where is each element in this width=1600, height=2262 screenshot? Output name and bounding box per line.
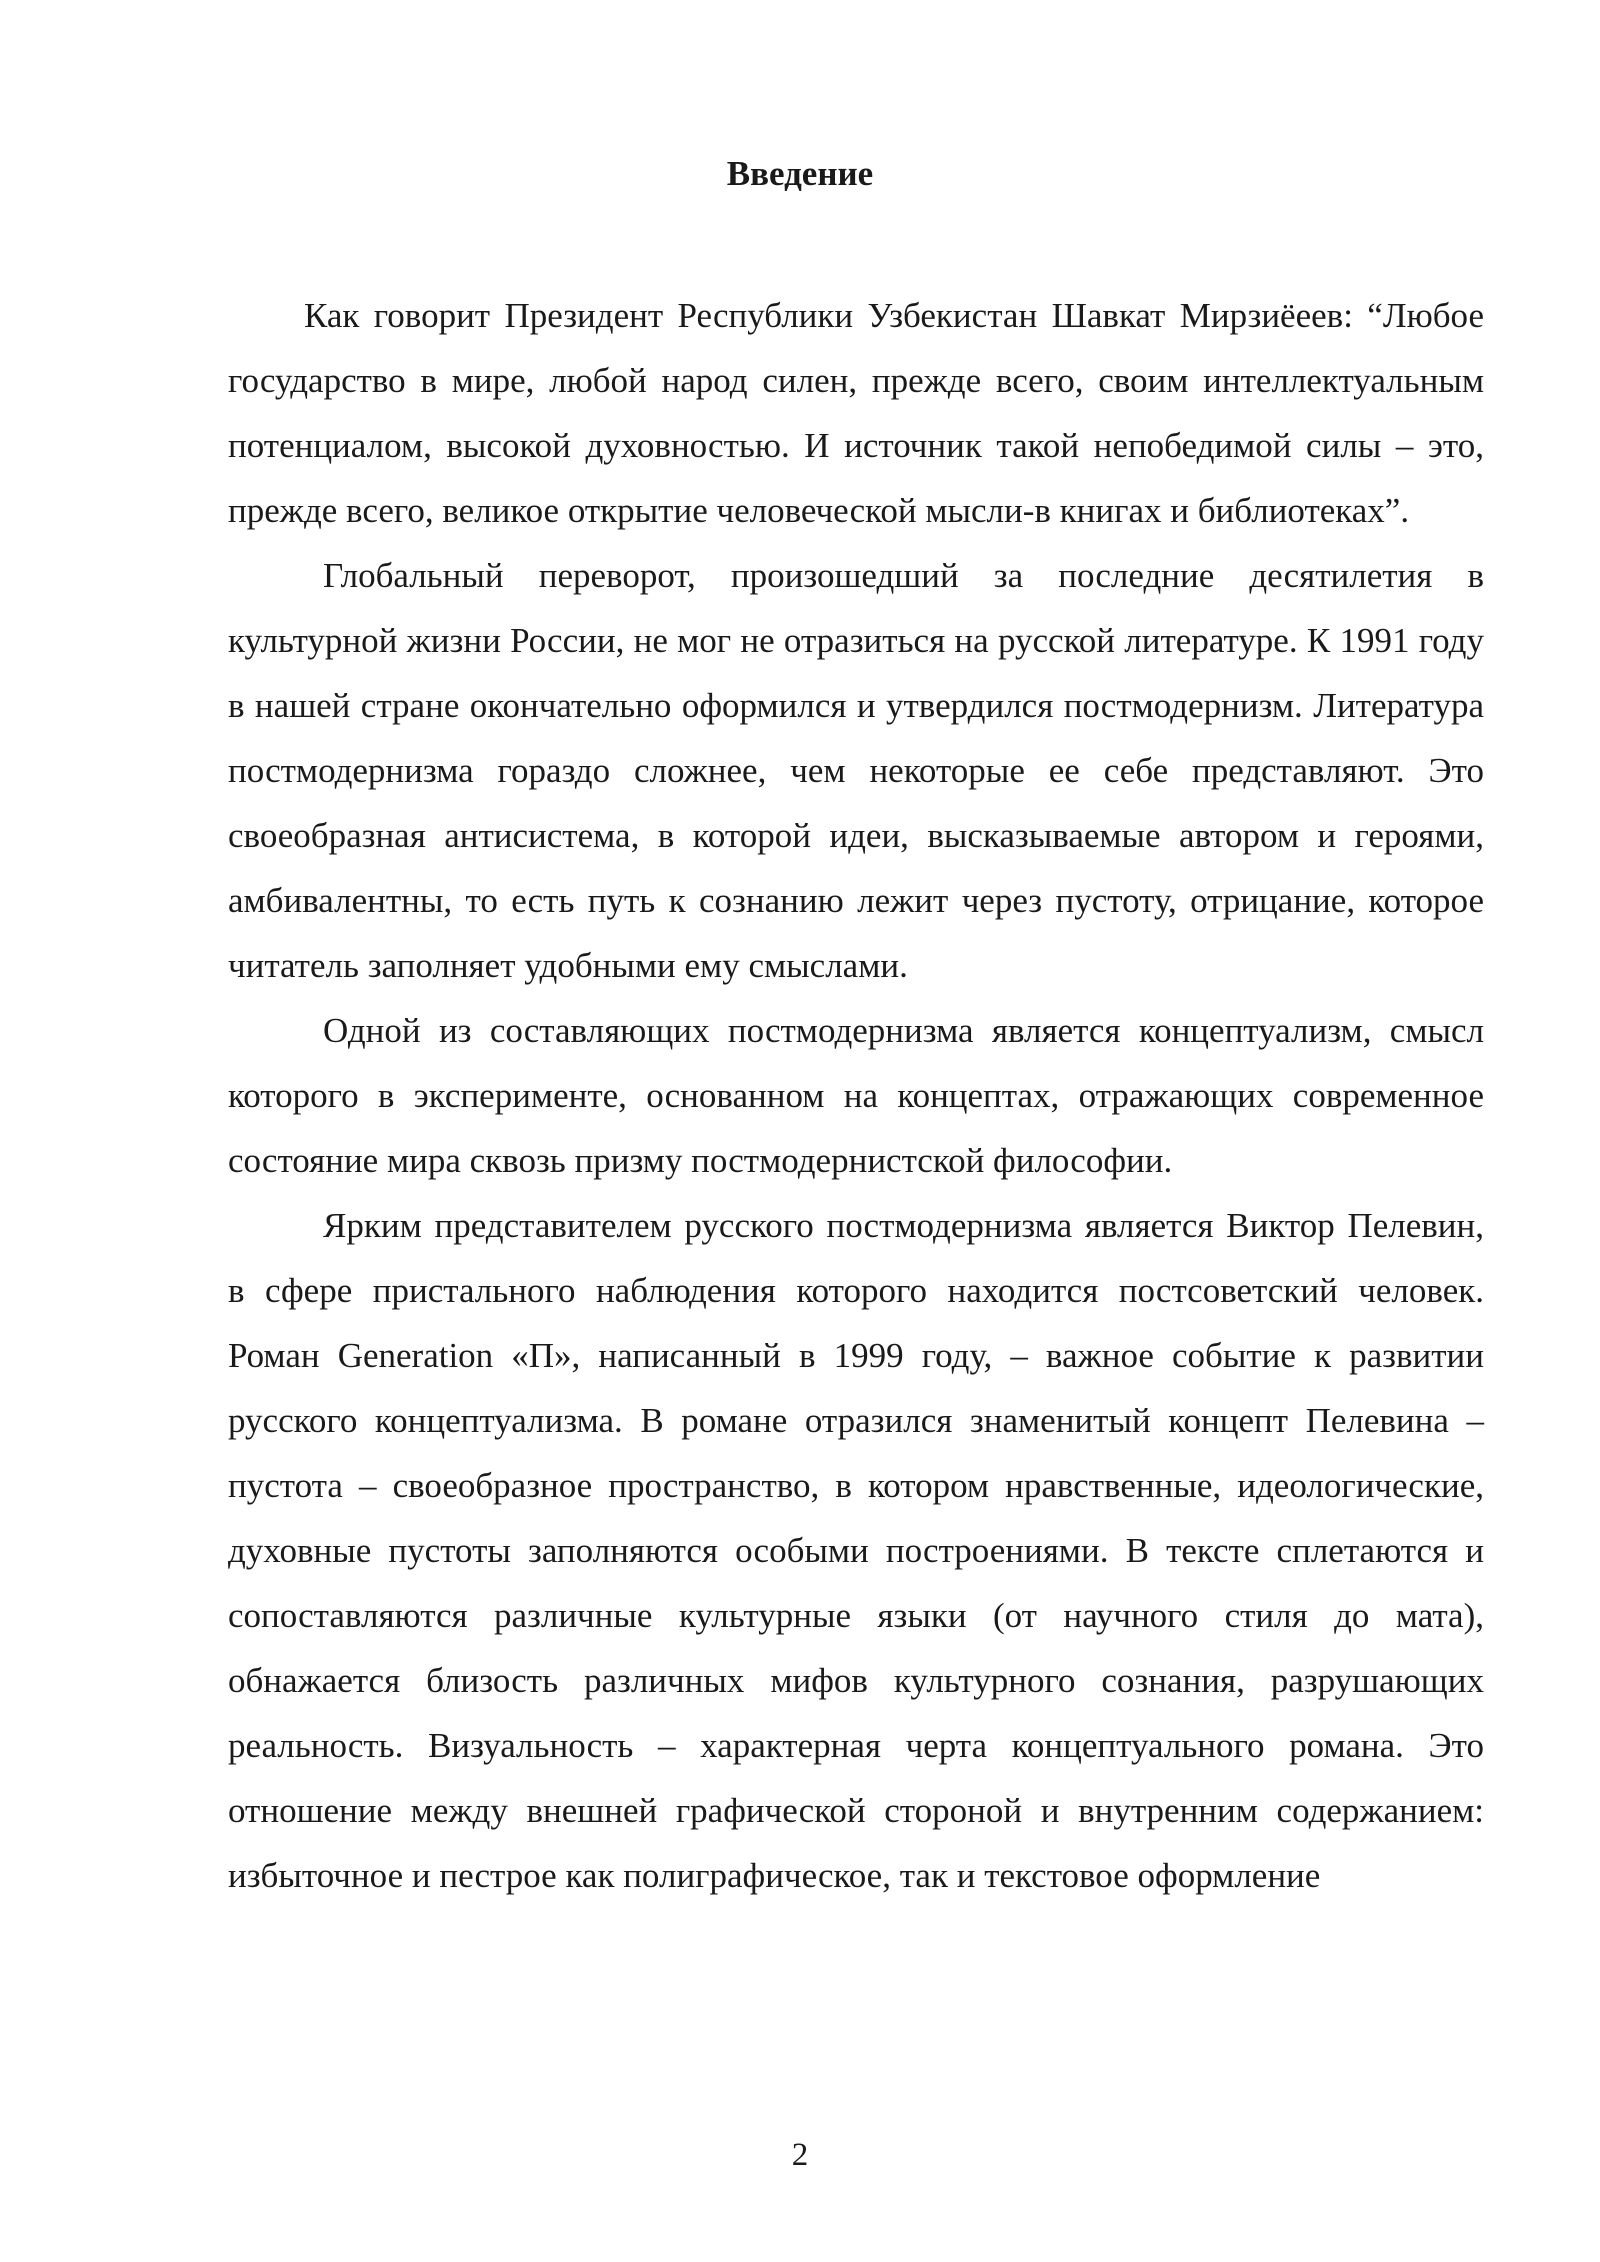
page-title: Введение: [726, 154, 874, 193]
paragraph-conceptualism: Одной из составляющих постмодернизма является концептуализм, смысл которого в эксперименте, основанном на концептах, отражающих современное состояние мира сквозь призму постмодернистской философии.: [228, 1011, 1484, 1180]
paragraph-president-quote: Как говорит Президент Республики Узбекистан Шавкат Мирзиёеев: “Любое государство в мире, любой народ силен, прежде всего, своим интеллектуальным потенциалом, высокой духовностью. И источник такой непобедимой силы – это, прежде всего, великое открытие человеческой мысли-в книгах и библиотеках”.: [228, 296, 1484, 530]
body-text: [228, 283, 1484, 1908]
paragraph-postmodernism: Глобальный переворот, произошедший за последние десятилетия в культурной жизни России, не мог не отразиться на русской литературе. К 1991 году в нашей стране окончательно оформился и утвердился постмодернизм. Литература постмодернизма гораздо сложнее, чем некоторые ее себе представляют. Это своеобразная антисистема, в которой идеи, высказываемые автором и героями, амбивалентны, то есть путь к сознанию лежит через пустоту, отрицание, которое читатель заполняет удобными ему смыслами.: [228, 556, 1484, 985]
page-number: 2: [791, 2137, 809, 2173]
paragraph-pelevin: Ярким представителем русского постмодернизма является Виктор Пелевин, в сфере пристального наблюдения которого находится постсоветский человек. Роман Generation «П», написанный в 1999 году, – важное событие к развитии русского концептуализма. В романе отразился знаменитый концепт Пелевина – пустота – своеобразное пространство, в котором нравственные, идеологические, духовные пустоты заполняются особыми построениями. В тексте сплетаются и сопоставляются различные культурные языки (от научного стиля до мата), обнажается близость различных мифов культурного сознания, разрушающих реальность. Визуальность – характерная черта концептуального романа. Это отношение между внешней графической стороной и внутренним содержанием: избыточное и пестрое как полиграфическое, так и текстовое оформление: [228, 1206, 1484, 1895]
